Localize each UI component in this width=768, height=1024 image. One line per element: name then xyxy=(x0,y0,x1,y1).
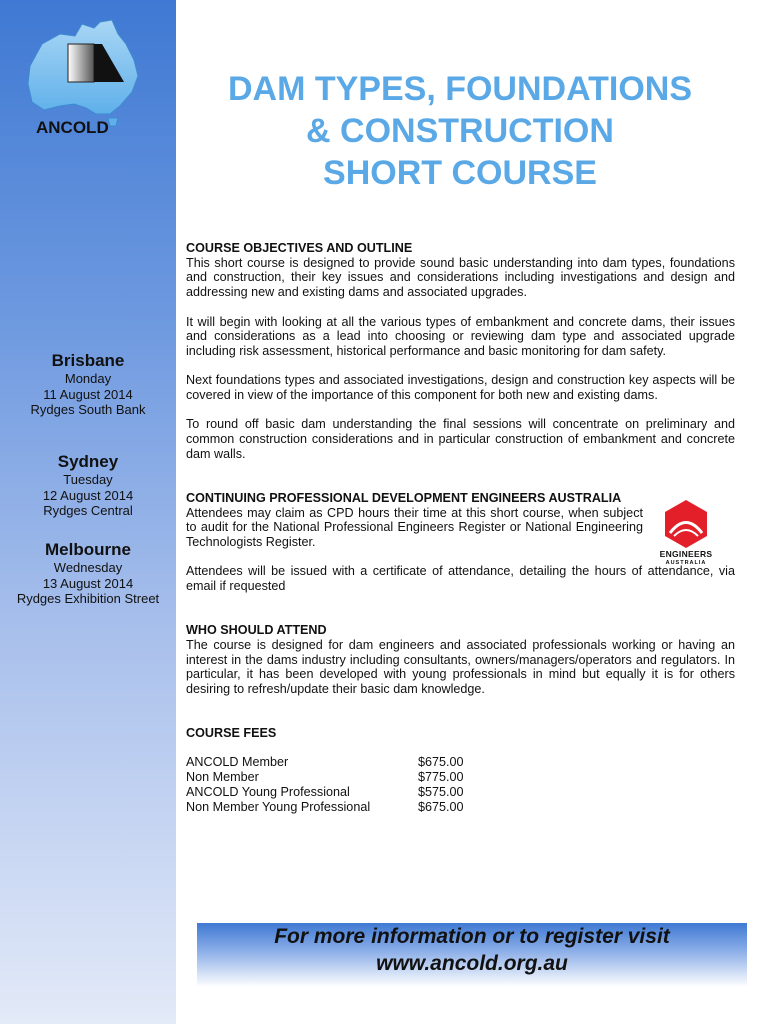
page-title xyxy=(186,68,734,194)
event-venue: Rydges Exhibition Street xyxy=(16,591,160,606)
fees-heading: COURSE FEES xyxy=(186,726,277,741)
event-date: 11 August 2014 xyxy=(43,386,133,402)
fee-price: $775.00 xyxy=(418,770,464,785)
event-sydney xyxy=(0,452,176,519)
fee-price: $675.00 xyxy=(418,755,464,770)
fee-name: Non Member Young Professional xyxy=(186,799,371,814)
fee-name: ANCOLD Member xyxy=(186,755,289,770)
logo-caption-line-2: AUSTRALIA xyxy=(665,559,707,566)
ancold-logo xyxy=(20,14,150,137)
objectives-paragraph: To round off basic dam understanding the final sessions will concentrate on preliminary and common construction considerations and in particular construction of embankment and concrete dam walls. xyxy=(186,417,735,461)
australia-map-icon xyxy=(20,14,150,134)
title-line-1: DAM TYPES, FOUNDATIONS xyxy=(227,70,693,108)
event-brisbane xyxy=(0,351,176,418)
objectives-paragraph: This short course is designed to provide sound basic understanding into dam types, foundations and construction, their key issues and considerations including investigations and design and addressing new and existing dams and associated upgrades. xyxy=(186,255,735,300)
title-line-2: & CONSTRUCTION xyxy=(306,112,614,150)
footer-banner xyxy=(197,923,747,987)
event-venue: Rydges South Bank xyxy=(30,402,146,417)
sidebar xyxy=(0,0,176,1024)
cpd-paragraph: Attendees may claim as CPD hours their time at this short course, when subject to audit for the National Professional Engineers Register or National Engineering Technologists Register. xyxy=(186,505,643,549)
event-venue: Rydges Central xyxy=(43,503,133,518)
fees-table xyxy=(186,755,464,814)
engineers-australia-logo xyxy=(651,498,721,574)
attend-paragraph: The course is designed for dam engineers and associated professionals working or having an interest in the dams industry including consultants, owners/managers/operators and regulators. In particular, it has been developed with young professionals in mind but equally it is for others desiring to refresh/update their basic dam knowledge. xyxy=(186,637,735,696)
objectives-paragraph: It will begin with looking at all the various types of embankment and concrete dams, their issues and considerations as a lead into choosing or reviewing dam type and associated upgrade including risk assessment, historical performance and basic monitoring for dam safety. xyxy=(186,314,735,358)
title-line-3: SHORT COURSE xyxy=(323,154,597,192)
logo-text: ANCOLD xyxy=(36,118,109,137)
fee-name: ANCOLD Young Professional xyxy=(186,784,350,799)
event-day: Wednesday xyxy=(53,560,123,575)
fee-name: Non Member xyxy=(186,770,259,785)
event-date: 12 August 2014 xyxy=(42,487,134,503)
engineers-australia-icon xyxy=(651,498,721,550)
event-date: 13 August 2014 xyxy=(42,575,134,591)
footer-text: For more information or to register visit xyxy=(274,925,670,948)
objectives-heading: COURSE OBJECTIVES AND OUTLINE xyxy=(186,241,413,255)
objectives-paragraph: Next foundations types and associated investigations, design and construction key aspects will be covered in view of the importance of this component for both new and existing dams. xyxy=(186,373,735,402)
attend-heading: WHO SHOULD ATTEND xyxy=(186,623,327,638)
fee-row xyxy=(186,785,464,800)
event-city: Sydney xyxy=(57,452,119,471)
fee-price: $675.00 xyxy=(418,799,464,814)
fee-row xyxy=(186,770,464,785)
event-day: Monday xyxy=(64,371,112,386)
fee-price: $575.00 xyxy=(418,784,464,799)
event-city: Melbourne xyxy=(45,540,131,559)
fee-row xyxy=(186,755,464,770)
logo-caption xyxy=(651,550,721,568)
fee-row xyxy=(186,800,464,815)
cpd-heading: CONTINUING PROFESSIONAL DEVELOPMENT ENGINEERS AUSTRALIA xyxy=(186,490,622,505)
event-melbourne xyxy=(0,540,176,607)
cpd-block xyxy=(186,505,735,566)
cpd-paragraph: Attendees will be issued with a certificate of attendance, detailing the hours of attendance, via email if requested xyxy=(186,564,735,594)
logo-caption-line-1: ENGINEERS xyxy=(659,548,713,559)
event-day: Tuesday xyxy=(63,472,113,487)
event-city: Brisbane xyxy=(51,351,125,370)
main-content xyxy=(186,241,735,814)
footer-url-link[interactable]: www.ancold.org.au xyxy=(376,952,568,975)
